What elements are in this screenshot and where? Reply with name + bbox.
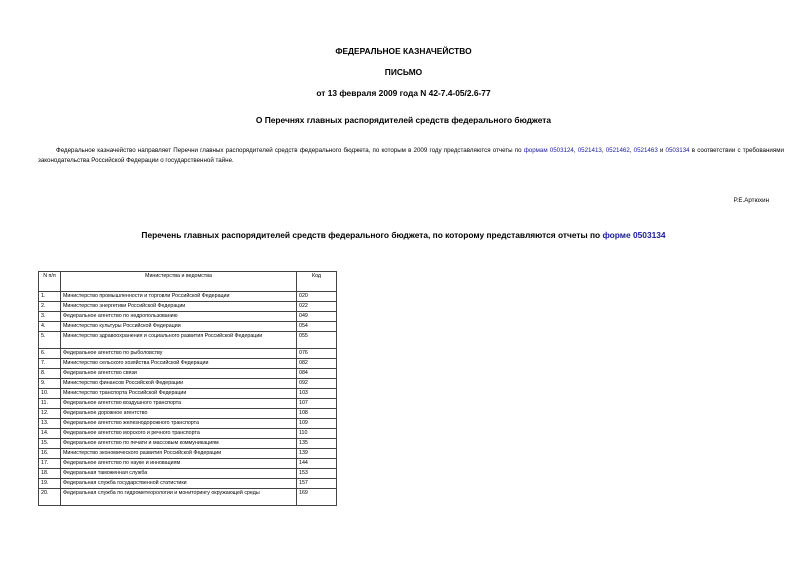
row-ministry: Федеральное агентство по недропользованию bbox=[61, 312, 297, 322]
row-code: 054 bbox=[297, 322, 337, 332]
link-form-0521463[interactable]: 0521463 bbox=[633, 147, 658, 154]
table-row bbox=[39, 379, 337, 389]
row-number: 10. bbox=[39, 389, 61, 399]
row-number: 1. bbox=[39, 292, 61, 302]
signature: Р.Е.Артюхин bbox=[733, 197, 769, 204]
row-code: 082 bbox=[297, 359, 337, 369]
row-ministry: Федеральная таможенная служба bbox=[61, 469, 297, 479]
table-row bbox=[39, 439, 337, 449]
doc-subject: О Перечнях главных распорядителей средств федерального бюджета bbox=[255, 115, 552, 125]
table-row bbox=[39, 449, 337, 459]
row-code: 076 bbox=[297, 349, 337, 359]
row-number: 17. bbox=[39, 459, 61, 469]
row-ministry: Министерство транспорта Российской Федерации bbox=[61, 389, 297, 399]
link-form-0503134[interactable]: 0503134 bbox=[665, 147, 690, 154]
table-row bbox=[39, 399, 337, 409]
row-code: 049 bbox=[297, 312, 337, 322]
link-form-0503124[interactable]: формам 0503124 bbox=[523, 147, 574, 154]
row-ministry: Федеральная служба по гидрометеорологии и мониторингу окружающей среды bbox=[61, 489, 297, 506]
ministries-table bbox=[38, 271, 337, 506]
row-number: 6. bbox=[39, 349, 61, 359]
row-number: 11. bbox=[39, 399, 61, 409]
row-number: 4. bbox=[39, 322, 61, 332]
row-ministry: Федеральное агентство воздушного транспорта bbox=[61, 399, 297, 409]
row-ministry: Федеральное агентство по печати и массовым коммуникациям bbox=[61, 439, 297, 449]
row-ministry: Министерство здравоохранения и социального развития Российской Федерации bbox=[61, 332, 297, 349]
table-row bbox=[39, 469, 337, 479]
table-row bbox=[39, 429, 337, 439]
table-header-row bbox=[39, 272, 337, 292]
row-code: 144 bbox=[297, 459, 337, 469]
body-text-end: в соответствии с требованиями законодательства Российской Федерации о государственной тайне. bbox=[38, 147, 784, 164]
list-title bbox=[0, 230, 807, 240]
row-code: 108 bbox=[297, 409, 337, 419]
row-code: 110 bbox=[297, 429, 337, 439]
row-code: 055 bbox=[297, 332, 337, 349]
row-number: 7. bbox=[39, 359, 61, 369]
row-number: 12. bbox=[39, 409, 61, 419]
row-number: 18. bbox=[39, 469, 61, 479]
table-row bbox=[39, 419, 337, 429]
row-number: 16. bbox=[39, 449, 61, 459]
row-ministry: Министерство культуры Российской Федерации bbox=[61, 322, 297, 332]
row-code: 153 bbox=[297, 469, 337, 479]
body-text-start: Федеральное казначейство направляет Перечни главных распорядителей средств федерального бюджета, по которым в 2009 году представляются отчеты по bbox=[56, 147, 524, 154]
row-number: 13. bbox=[39, 419, 61, 429]
row-ministry: Федеральное агентство по науке и инновациям bbox=[61, 459, 297, 469]
row-ministry: Федеральная служба государственной статистики bbox=[61, 479, 297, 489]
list-title-text: Перечень главных распорядителей средств федерального бюджета, по которому представляются отчеты по bbox=[141, 230, 603, 240]
table-row bbox=[39, 322, 337, 332]
row-number: 5. bbox=[39, 332, 61, 349]
row-ministry: Федеральное агентство по рыболовству bbox=[61, 349, 297, 359]
row-number: 20. bbox=[39, 489, 61, 506]
table-row bbox=[39, 459, 337, 469]
row-number: 15. bbox=[39, 439, 61, 449]
row-ministry: Министерство сельского хозяйства Российской Федерации bbox=[61, 359, 297, 369]
row-ministry: Федеральное агентство связи bbox=[61, 369, 297, 379]
table-row bbox=[39, 359, 337, 369]
row-number: 2. bbox=[39, 302, 61, 312]
row-code: 157 bbox=[297, 479, 337, 489]
row-ministry: Министерство промышленности и торговли Российской Федерации bbox=[61, 292, 297, 302]
row-number: 19. bbox=[39, 479, 61, 489]
row-code: 092 bbox=[297, 379, 337, 389]
row-ministry: Министерство энергетики Российской Федерации bbox=[61, 302, 297, 312]
row-code: 169 bbox=[297, 489, 337, 506]
table-row bbox=[39, 332, 337, 349]
row-ministry: Федеральное агентство железнодорожного транспорта bbox=[61, 419, 297, 429]
link-form-0521413[interactable]: 0521413 bbox=[577, 147, 602, 154]
header-ministry: Министерства и ведомства bbox=[61, 272, 297, 292]
row-number: 14. bbox=[39, 429, 61, 439]
row-code: 135 bbox=[297, 439, 337, 449]
link-form-0521462[interactable]: 0521462 bbox=[605, 147, 630, 154]
row-number: 3. bbox=[39, 312, 61, 322]
doc-date-number: от 13 февраля 2009 года N 42-7.4-05/2.6-77 bbox=[316, 88, 491, 98]
row-ministry: Министерство экономического развития Российской Федерации bbox=[61, 449, 297, 459]
body-paragraph: Федеральное казначейство направляет Перечни главных распорядителей средств федерального бюджета, по которым в 2009 году представляются отчеты по формам 0503124, 0521413, 0521462, 0521463 и 0503134 в соответствии с требованиями законодательства Российской Федерации о государственной тайне. bbox=[38, 147, 784, 164]
row-code: 109 bbox=[297, 419, 337, 429]
table-row bbox=[39, 409, 337, 419]
row-code: 139 bbox=[297, 449, 337, 459]
table-row bbox=[39, 292, 337, 302]
table-row bbox=[39, 479, 337, 489]
table-row bbox=[39, 312, 337, 322]
list-title-link-form-0503134[interactable]: форме 0503134 bbox=[602, 230, 666, 240]
header-number: N п/п bbox=[39, 272, 61, 292]
row-ministry: Министерство финансов Российской Федерации bbox=[61, 379, 297, 389]
table-row bbox=[39, 369, 337, 379]
row-ministry: Федеральное дорожное агентство bbox=[61, 409, 297, 419]
row-code: 020 bbox=[297, 292, 337, 302]
row-code: 107 bbox=[297, 399, 337, 409]
table-row bbox=[39, 349, 337, 359]
row-code: 084 bbox=[297, 369, 337, 379]
row-code: 022 bbox=[297, 302, 337, 312]
table-row bbox=[39, 302, 337, 312]
doc-type: ПИСЬМО bbox=[384, 67, 423, 77]
row-number: 9. bbox=[39, 379, 61, 389]
row-ministry: Федеральное агентство морского и речного транспорта bbox=[61, 429, 297, 439]
org-name: ФЕДЕРАЛЬНОЕ КАЗНАЧЕЙСТВО bbox=[335, 46, 472, 56]
header-code: Код bbox=[297, 272, 337, 292]
table-row bbox=[39, 489, 337, 506]
row-number: 8. bbox=[39, 369, 61, 379]
table-body bbox=[39, 292, 337, 506]
table-row bbox=[39, 389, 337, 399]
row-code: 103 bbox=[297, 389, 337, 399]
